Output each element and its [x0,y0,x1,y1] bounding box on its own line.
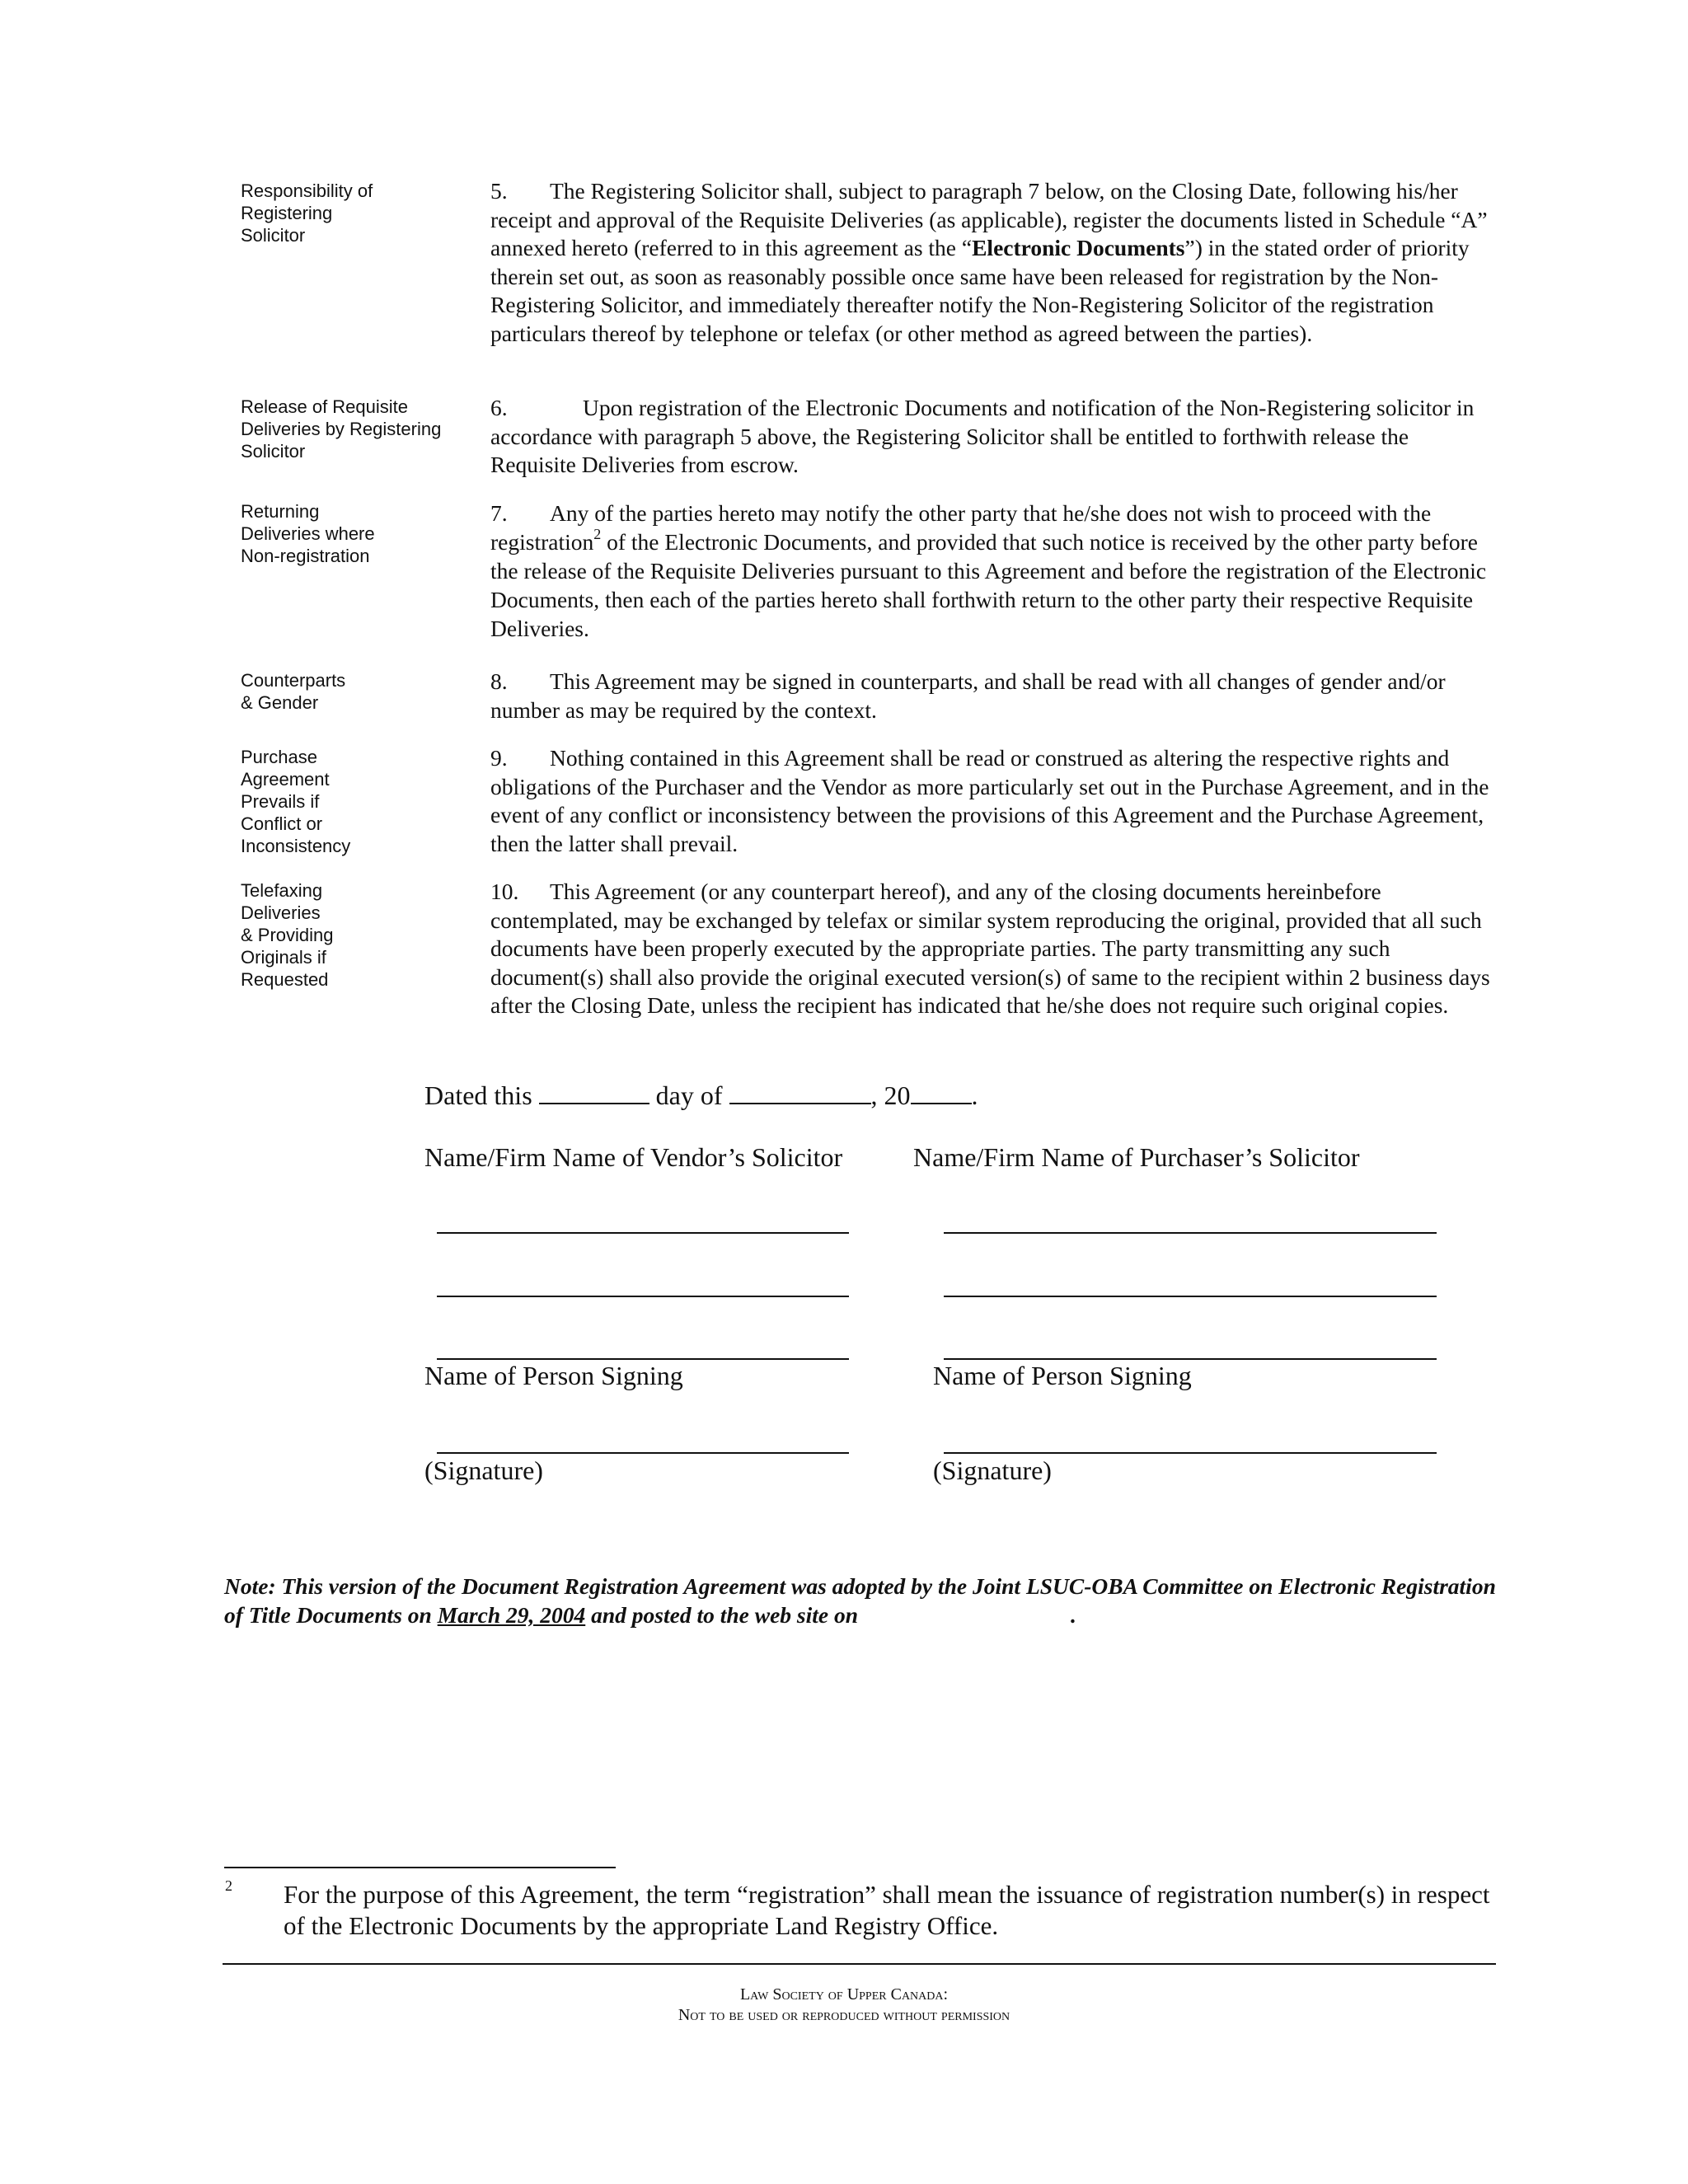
clause-number: 10. [490,879,519,904]
note-end: . [1071,1602,1076,1628]
margin-heading-line: Deliveries where [241,523,375,544]
margin-heading-line: Counterparts [241,670,346,691]
margin-heading-line: Originals if [241,947,326,968]
margin-heading-line: Solicitor [241,441,306,462]
footnote-text: For the purpose of this Agreement, the term “registration” shall mean the issuance of registration number(s) in respect of the Electronic Documents by the appropriate Land Registry Office. [284,1880,1490,1940]
margin-heading-5 [241,180,471,246]
margin-heading-10 [241,879,471,991]
clause-number: 6. [490,395,508,420]
margin-heading-line: Inconsistency [241,836,351,856]
margin-heading-line: Release of Requisite [241,396,409,417]
note-text: Note: This version of the Document Registration Agreement was adopted by the Joint LSUC-OBA Committee on Electronic Registration of Title Documents on [224,1573,1496,1628]
dated-period: . [971,1080,978,1110]
clause-text: ”) in the stated order of priority therein set out, as soon as reasonably possible once same have been released for registration by the Non- Registering Solicitor, and immediately thereafter notify the Non-Registering Solicitor of the registration particulars thereof by telephone or telefax (or other method as agreed between the parties). [490,235,1470,346]
clause-text: The Registering Solicitor shall, subject to paragraph 7 below, on the Closing Date, following his/her receipt and approval of the Requisite Deliveries (as applicable), register the documents listed in Schedule “A” annexed hereto (referred to in this agreement as the “ [490,178,1488,260]
margin-heading-line: Non-registration [241,546,370,566]
footnote-separator [224,1867,616,1868]
footnote-mark: 2 [225,1877,232,1894]
purchaser-firm-line-2[interactable] [944,1296,1437,1297]
margin-heading-7 [241,500,471,567]
vendor-firm-line-2[interactable] [437,1296,849,1297]
clause-body-7 [490,499,1492,643]
vendor-solicitor-heading: Name/Firm Name of Vendor’s Solicitor [424,1142,843,1172]
clause-body-10 [490,878,1492,1020]
margin-heading-8 [241,669,471,714]
margin-heading-line: & Gender [241,692,319,713]
vendor-firm-line-1[interactable] [437,1232,849,1234]
year-prefix: , 20 [870,1080,911,1110]
clause-number: 7. [490,500,508,526]
dated-label: Dated this [424,1080,532,1110]
margin-heading-line: Registering [241,203,333,223]
footer-rule [223,1963,1496,1965]
month-blank[interactable] [729,1080,871,1104]
margin-heading-line: Deliveries by Registering [241,419,442,439]
purchaser-solicitor-heading: Name/Firm Name of Purchaser’s Solicitor [913,1142,1360,1172]
clause-body-8 [490,668,1492,724]
day-of-label: day of [655,1080,723,1110]
purchaser-signature-line[interactable] [944,1452,1437,1454]
clause-number: 9. [490,745,508,771]
clause-body-9 [490,744,1492,858]
clause-text: Nothing contained in this Agreement shall be read or construed as altering the respective rights and obligations of the Purchaser and the Vendor as more particularly set out in the Purchase Agreement, and in the event of any conflict or inconsistency between the provisions of this Agreement and the Purchase Agreement, then the latter shall prevail. [490,745,1489,856]
footer-line-1: Law Society of Upper Canada: [739,1985,949,2004]
adoption-note [224,1572,1502,1629]
clause-text: Upon registration of the Electronic Documents and notification of the Non-Registering solicitor in accordance with paragraph 5 above, the Registering Solicitor shall be entitled to forthwith release the Requisite Deliveries from escrow. [490,395,1475,477]
margin-heading-line: Agreement [241,769,330,790]
clause-body-5 [490,177,1492,348]
margin-heading-line: Returning [241,501,320,522]
margin-heading-6 [241,396,471,462]
purchaser-person-signing-label: Name of Person Signing [933,1361,1192,1390]
margin-heading-line: Responsibility of [241,180,373,201]
margin-heading-line: Purchase [241,747,317,767]
margin-heading-line: Prevails if [241,791,320,812]
clause-number: 5. [490,178,508,204]
clause-number: 8. [490,668,508,694]
year-blank[interactable] [911,1080,972,1104]
vendor-signature-line[interactable] [437,1452,849,1454]
margin-heading-line: Conflict or [241,813,323,834]
defined-term: Electronic Documents [972,235,1185,260]
day-blank[interactable] [539,1080,649,1104]
margin-heading-line: Deliveries [241,902,321,923]
clause-text: of the Electronic Documents, and provided that such notice is received by the other party before the release of the Requisite Deliveries pursuant to this Agreement and before the registration of the Electronic Documents, then each of the parties hereto shall forthwith return to the other party their respective Requisite Deliveries. [490,529,1487,641]
clause-text: This Agreement may be signed in counterparts, and shall be read with all changes of gender and/or number as may be required by the context. [490,668,1446,723]
note-date: March 29, 2004 [437,1602,586,1628]
margin-heading-line: Telefaxing [241,880,323,901]
vendor-signature-label: (Signature) [424,1455,543,1485]
purchaser-firm-line-1[interactable] [944,1232,1437,1234]
margin-heading-9 [241,746,471,857]
clause-text: This Agreement (or any counterpart hereof), and any of the closing documents hereinbefore contemplated, may be exchanged by telefax or similar system reproducing the original, provided that all such documents have been properly executed by the appropriate parties. The party transmitting any such document(s) shall also provide the original executed version(s) of same to the recipient within 2 business days after the Closing Date, unless the recipient has indicated that he/she does not require such original copies. [490,879,1490,1018]
purchaser-signature-label: (Signature) [933,1455,1052,1485]
footer-line-2: Not to be used or reproduced without permission [678,2006,1010,2024]
margin-heading-line: & Providing [241,925,334,945]
clause-body-6 [490,394,1492,480]
margin-heading-line: Requested [241,969,329,990]
vendor-person-signing-label: Name of Person Signing [424,1361,683,1390]
dated-line [424,1080,978,1111]
margin-heading-line: Solicitor [241,225,306,246]
note-text: and posted to the web site on [585,1602,859,1628]
footnote-reference: 2 [593,525,602,542]
clause-text: Any of the parties hereto may notify the other party that he/she does not wish to proceed with the registration [490,500,1432,555]
